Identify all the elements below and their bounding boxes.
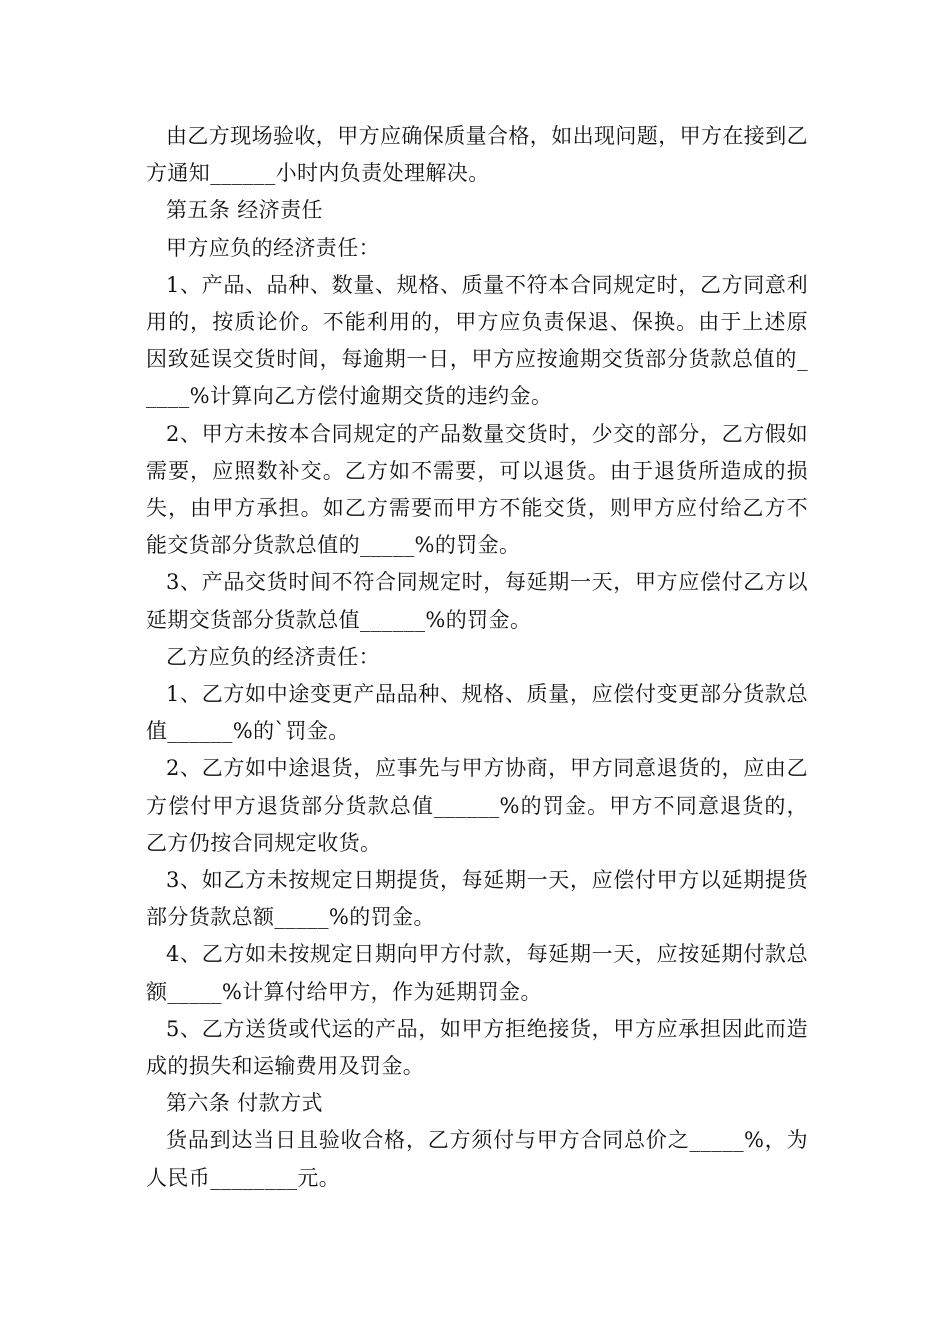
- party-b-clause-4: 4、乙方如未按规定日期向甲方付款，每延期一天，应按延期付款总额_____%计算付给甲方，作为延期罚金。: [146, 942, 808, 1004]
- party-b-clause-5: 5、乙方送货或代运的产品，如甲方拒绝接货，甲方应承担因此而造成的损失和运输费用及罚金。: [146, 1016, 808, 1079]
- document-page: [146, 118, 808, 1197]
- party-b-clause-1: 1、乙方如中途变更产品品种、规格、质量，应偿付变更部分货款总值______%的`罚金。: [146, 682, 808, 744]
- article-6-heading: 第六条 付款方式: [166, 1091, 323, 1116]
- party-b-liability-heading: 乙方应负的经济责任：: [166, 644, 380, 669]
- party-a-liability-heading: 甲方应负的经济责任：: [166, 235, 380, 260]
- article-5-heading: 第五条 经济责任: [166, 198, 323, 223]
- party-a-clause-1: 1、产品、品种、数量、规格、质量不符本合同规定时，乙方同意利用的，按质论价。不能利用的，甲方应负责保退、保换。由于上述原因致延误交货时间，每逾期一日，甲方应按逾期交货部分货款总值的_____%计算向乙方偿付逾期交货的违约金。: [146, 272, 808, 409]
- payment-clause: 货品到达当日且验收合格，乙方须付与甲方合同总价之_____%，为人民币________元。: [146, 1128, 808, 1190]
- party-b-clause-3: 3、如乙方未按规定日期提货，每延期一天，应偿付甲方以延期提货部分货款总额_____%的罚金。: [146, 868, 808, 930]
- party-b-clause-2: 2、乙方如中途退货，应事先与甲方协商，甲方同意退货的，应由乙方偿付甲方退货部分货款总值______%的罚金。甲方不同意退货的，乙方仍按合同规定收货。: [146, 756, 808, 855]
- party-a-clause-3: 3、产品交货时间不符合同规定时，每延期一天，甲方应偿付乙方以延期交货部分货款总值______%的罚金。: [146, 570, 808, 632]
- paragraph-inspection: 由乙方现场验收，甲方应确保质量合格，如出现问题，甲方在接到乙方通知______小时内负责处理解决。: [146, 124, 808, 186]
- party-a-clause-2: 2、甲方未按本合同规定的产品数量交货时，少交的部分，乙方假如需要，应照数补交。乙方如不需要，可以退货。由于退货所造成的损失，由甲方承担。如乙方需要而甲方不能交货，则甲方应付给乙方不能交货部分货款总值的_____%的罚金。: [146, 421, 808, 558]
